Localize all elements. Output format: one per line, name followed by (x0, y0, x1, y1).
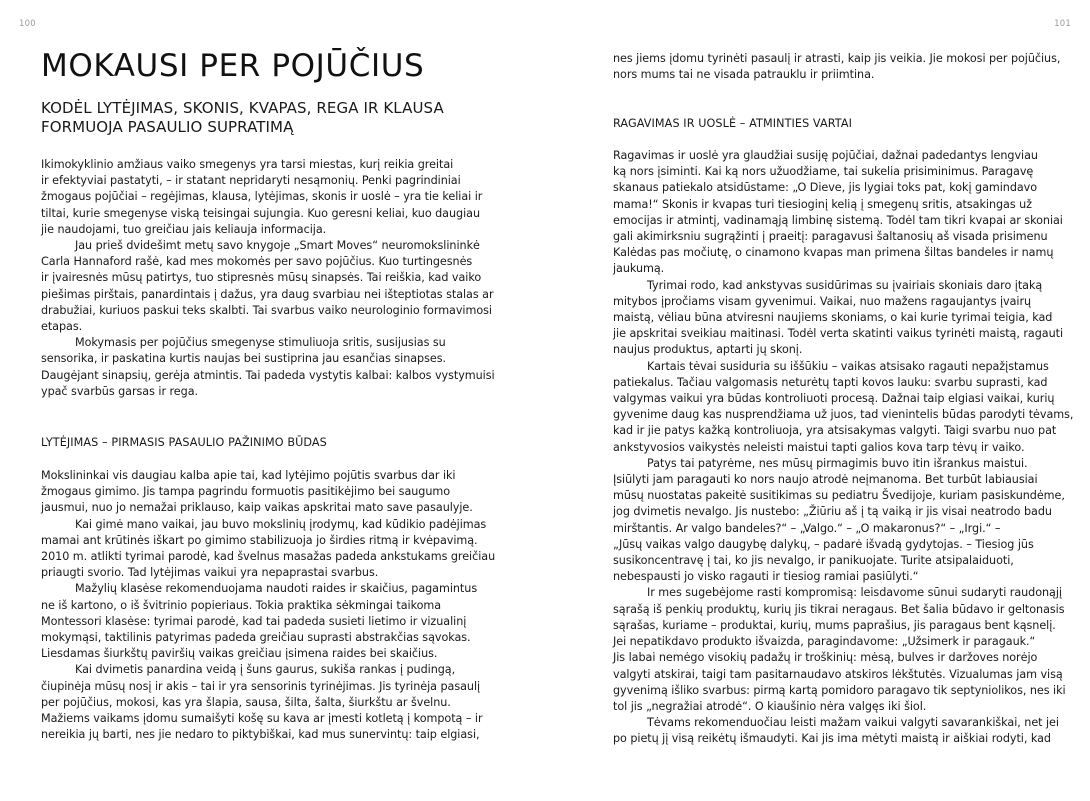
subtitle-line: KODĖL LYTĖJIMAS, SKONIS, KVAPAS, REGA IR KLAUSA (41, 99, 444, 117)
text-line: Patys tai patyrėme, nes mūsų pirmagimis buvo itin išrankus maistui. (647, 456, 1028, 470)
paragraph (41, 662, 481, 743)
text-line: nereikia jų barti, nes jie nedaro to piktybiškai, kad mus sunervintų: taip elgiasi, (41, 728, 480, 742)
text-line: nebespausti jo visko ragauti ir tiesiog ramiai pasiūlyti.“ (613, 570, 919, 584)
text-line: maistą, vėliau būna atviresni naujiems skoniams, o kai kurie tyrimai teigia, kad (613, 311, 1053, 325)
paragraph (613, 585, 1066, 715)
text-line: jog dvimetis nevalgo. Jis nustebo: „Žiūriu aš į tą vaiką ir jis visai neatrodo badu (613, 505, 1052, 519)
text-line: sąrašas, kuriame – produktai, kurių, mums paprašius, jis paragaus bent kąsnelį. (613, 618, 1056, 632)
text-line: per pojūčius, mokosi, kas yra šlapia, sausa, šilta, šalta, šiurkštu ar švelnu. (41, 695, 451, 709)
text-line: skanaus patiekalo atsidūstame: „O Dieve, jis lygiai toks pat, kokį gamindavo (613, 181, 1038, 195)
page-number-left: 100 (19, 19, 36, 29)
text-line: žmogaus gimimo. Jis tampa pagrindu formuotis pasitikėjimo bei saugumo (41, 485, 451, 499)
paragraph (613, 359, 1074, 456)
paragraph (41, 581, 481, 662)
text-line: mirštantis. Ar valgo bandeles?“ – „Valgo.“ – „O makaronus?“ – „Irgi.“ – (613, 521, 1001, 535)
text-line: drabužiai, kuriuos paskui teks skalbti. Tai svarbus vaiko neurologinio formavimosi (41, 303, 492, 317)
subtitle-line: FORMUOJA PASAULIO SUPRATIMĄ (41, 118, 294, 136)
text-line: Jis labai nemėgo visokių padažų ir troškinių: mėsą, bulves ir daržoves norėjo (613, 651, 1038, 665)
page-number-right: 101 (1054, 19, 1071, 29)
text-line: Mažylių klasėse rekomenduojama naudoti raides ir skaičius, pagamintus (75, 582, 478, 596)
text-line: „Jūsų vaikas valgo daugybę dalykų, – padarė išvadą gydytojas. – Tiesiog jūs (613, 537, 1034, 551)
text-line: ne iš kartono, o iš švitrinio popieriaus. Tokia praktika sėkmingai taikoma (41, 598, 442, 612)
text-line: Kartais tėvai susiduria su iššūkiu – vaikas atsisako ragauti nepažįstamus (647, 359, 1049, 373)
continued-text (613, 51, 1061, 83)
text-line: nes jiems įdomu tyrinėti pasaulį ir atrasti, kaip jis veikia. Jie mokosi per pojūčius, (613, 52, 1061, 65)
text-line: sąrašą iš penkių produktų, kurių jis tikrai neragaus. Bet šalia būdavo ir geltonasis (613, 602, 1065, 616)
text-line: jausmui, nuo jo nemažai priklauso, kaip vaikas apskritai mato save pasaulyje. (41, 501, 473, 515)
intro-text (41, 157, 495, 400)
text-line: ir efektyviai pastatyti, – ir statant nepridaryti nesąmonių. Penki pagrindiniai (41, 174, 461, 188)
text-line: Ragavimas ir uoslė yra glaudžiai susiję pojūčiai, dažnai padedantys lengviau (613, 149, 1038, 162)
paragraph (613, 456, 1065, 586)
text-line: mamai ant krūtinės iškart po gimimo stabilizuoja jo širdies ritmą ir kvėpavimą. (41, 533, 478, 547)
text-line: Kai gimė mano vaikai, jau buvo mokslinių įrodymų, kad kūdikio padėjimas (75, 517, 487, 531)
section-heading-taste-smell: RAGAVIMAS IR UOSLĖ – ATMINTIES VARTAI (613, 117, 852, 130)
text-line: Daugėjant sinapsių, gerėja atmintis. Tai padeda vystytis kalbai: kalbos vystymuisi (41, 368, 495, 382)
paragraph (41, 238, 494, 335)
text-line: Tėvams rekomenduočiau leisti mažam vaikui valgyti savarankiškai, net jei (647, 716, 1059, 730)
paragraph (41, 157, 481, 238)
touch-section-text (41, 468, 496, 743)
text-line: emocijas ir atmintį, vadinamąją limbinę sistemą. Todėl tam tikri kvapai ar skoniai (613, 213, 1063, 227)
paragraph (41, 468, 481, 517)
text-line: sensorika, ir paskatina kurtis naujas bei sustiprina jau esančias sinapses. (41, 352, 447, 366)
text-line: naujus produktus, aptarti jų skonį. (613, 343, 803, 357)
paragraph (613, 278, 1064, 359)
text-line: nors mums tai ne visada patrauklu ir priimtina. (613, 68, 875, 82)
text-line: Jau prieš dvidešimt metų savo knygoje „Smart Moves“ neuromokslininkė (75, 239, 480, 253)
text-line: Mokslininkai vis daugiau kalba apie tai, kad lytėjimo pojūtis svarbus dar iki (41, 469, 456, 482)
right-page (545, 0, 1090, 801)
text-line: gyvenime daug kas nusprendžiama už juos, tad vienintelis būdas parodyti tėvams, (613, 408, 1074, 422)
text-line: mitybos įpročiams visam gyvenimui. Vaikai, nuo mažens ragaujantys įvairų (613, 294, 1032, 308)
text-line: kad ir jie patys kažką kontroliuoja, yra atsisakymas valgyti. Taigi svarbu nuo pat (613, 424, 1057, 438)
text-line: ypač svarbūs garsas ir rega. (41, 384, 199, 398)
text-line: čiupinėja mūsų nosį ir akis – tai ir yra sensorinis tyrinėjimas. Jis tyrinėja pasaulį (41, 679, 481, 693)
text-line: mama!“ Skonis ir kvapas turi tiesioginį kelią į smegenų sritis, atsakingas už (613, 197, 1032, 211)
text-line: ankstyvosios vaikystės neleisti maistui tapti galios kova tarp tėvų ir vaiko. (613, 440, 1025, 454)
text-line: Mažiems vaikams įdomu sumaišyti košę su kava ar įmesti kotletą į kompotą – ir (41, 712, 483, 726)
section-heading-touch: LYTĖJIMAS – PIRMASIS PASAULIO PAŽINIMO BŪDAS (41, 436, 327, 449)
text-line: mūsų nuostatas pakeitė susitikimas su pediatru Švedijoje, kuriam pasiskundėme, (613, 489, 1065, 503)
text-line: Mokymasis per pojūčius smegenyse stimuliuoja sritis, susijusias su (75, 336, 446, 350)
text-line: tol jis „negražiai atrodė“. O kiaušinio nėra valgęs iki šiol. (613, 699, 927, 713)
text-line: valgyti atskirai, taigi tam pasitarnaudavo atskiros lėkštutės. Vizualumas jam visą (613, 667, 1063, 681)
text-line: gyvenimą išliko svarbus: pirmą kartą pomidoro paragavo tik septyniolikos, nes iki (613, 683, 1066, 697)
text-line: Ikimokyklinio amžiaus vaiko smegenys yra tarsi miestas, kurį reikia greitai (41, 158, 454, 171)
text-line: priaugti svorio. Tad lytėjimas vaikui yra nepaprastai svarbus. (41, 566, 379, 580)
text-line: tiltai, kurie smegenyse viską teisingai sujungia. Kuo geresni keliai, kuo daugiau (41, 206, 480, 220)
text-line: etapas. (41, 320, 83, 334)
paragraph (613, 715, 1059, 747)
text-line: gali akimirksniu sugrąžinti į praeitį: paragavusi šaltanosių aš visada prisimenu (613, 230, 1048, 244)
text-line: mokymąsi, taktilinis patyrimas padeda greičiau suprasti abstrakčias sąvokas. (41, 631, 471, 645)
text-line: jie naudojami, tuo greičiau jais keliauja informacija. (41, 222, 327, 236)
text-line: 2010 m. atlikti tyrimai parodė, kad švelnus masažas padeda ankstukams greičiau (41, 550, 496, 564)
text-line: Montessori klasėse: tyrimai parodė, kad tai padeda susieti lietimo ir vizualinį (41, 614, 467, 628)
text-line: ir įvairesnės mūsų patirtys, tuo stipresnės mūsų sinapsės. Tai reiškia, kad vaiko (41, 271, 482, 285)
paragraph (41, 517, 496, 582)
text-line: valgymas vaikui yra būdas kontroliuoti procesą. Dažnai taip elgiasi vaikai, kurių (613, 392, 1055, 406)
text-line: ką nors įsiminti. Kai ką nors užuodžiame, tai sukelia prisiminimus. Paragavę (613, 165, 1034, 179)
chapter-subtitle (41, 99, 511, 137)
taste-smell-section-text (613, 148, 1074, 748)
text-line: Liesdamas šiurkštų paviršių vaikas greičiau įsimena raides bei skaičius. (41, 647, 438, 661)
paragraph (613, 148, 1063, 278)
text-line: Tyrimai rodo, kad ankstyvas susidūrimas su įvairiais skoniais daro įtaką (647, 278, 1043, 292)
text-line: Jei nepatikdavo produkto išvaizda, paragindavome: „Užsimerk ir paragauk.“ (613, 635, 1036, 649)
text-line: Carla Hannaford rašė, kad mes mokomės per savo pojūčius. Kuo turtingesnės (41, 255, 473, 269)
text-line: Įsiūlyti jam paragauti ko nors naujo atrodė neįmanoma. Bet turbūt labiausiai (613, 473, 1038, 487)
text-line: Ir mes sugebėjome rasti kompromisą: leisdavome sūnui sudaryti raudonąjį (647, 586, 1062, 600)
text-line: po pietų jį visą reikėtų išmaudyti. Kai jis ima mėtyti maistą ir aiškiai rodyti, kad (613, 732, 1051, 746)
paragraph (613, 51, 1061, 83)
text-line: žmogaus pojūčiai – regėjimas, klausa, lytėjimas, skonis ir uoslė – yra tie keliai ir (41, 190, 483, 204)
text-line: Kalėdas pas močiutę, o cinamono kvapas man primena šiltas bandeles ir namų (613, 246, 1054, 260)
text-line: jaukumą. (613, 262, 665, 276)
text-line: susikoncentravę į tai, ko jis nevalgo, ir panikuojate. Turite atsipalaiduoti, (613, 554, 1014, 568)
chapter-title: MOKAUSI PER POJŪČIUS (41, 48, 425, 84)
text-line: Kai dvimetis panardina veidą į šuns gaurus, sukiša rankas į pudingą, (75, 663, 456, 677)
text-line: jie apskritai sveikiau maitinasi. Todėl verta skatinti vaikus tyrinėti maistą, ragauti (613, 327, 1064, 341)
text-line: piešimas pirštais, panardintais į dažus, yra daug svarbiau nei išteptiotas stalas ar (41, 287, 494, 301)
paragraph (41, 335, 495, 400)
text-line: patiekalus. Tačiau valgomasis neturėtų tapti kovos lauku: svarbu suprasti, kad (613, 375, 1048, 389)
